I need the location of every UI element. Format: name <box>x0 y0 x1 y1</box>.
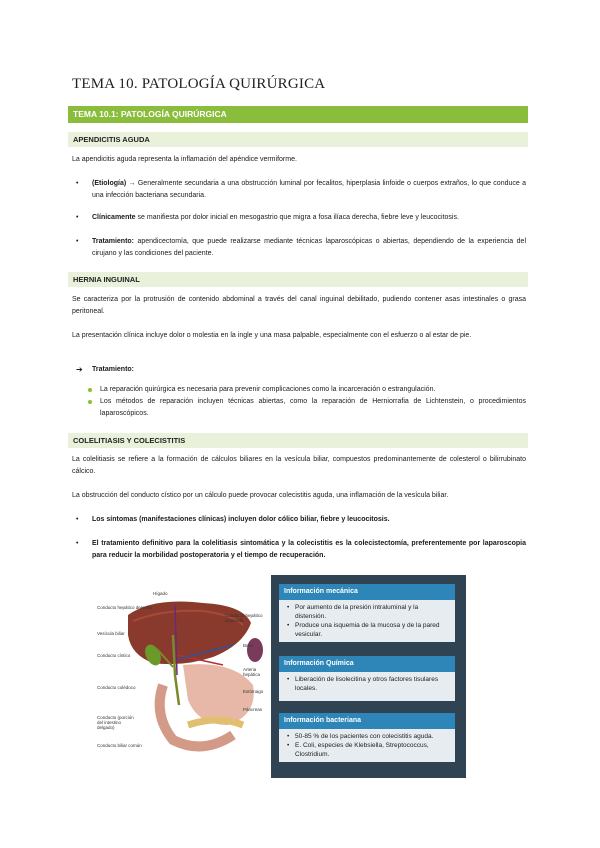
bullet-icon: • <box>76 540 79 547</box>
organ-label: Conducto (porción del intestino delgado) <box>97 715 134 730</box>
organ-label: Conducto cístico <box>97 653 131 658</box>
info-box-title: Información bacteriana <box>279 713 455 729</box>
hernia-treatment-label: Tratamiento: <box>92 366 135 373</box>
organ-label: Hígado <box>153 591 168 596</box>
organ-label: Estómago <box>243 689 264 694</box>
colelitiasis-paragraph: La obstrucción del conducto cístico por un cálculo puede provocar colecistitis aguda, una inflamación de la vesícula biliar. <box>72 492 449 499</box>
page-title: TEMA 10. PATOLOGÍA QUIRÚRGICA <box>72 76 326 92</box>
apendicitis-intro: La apendicitis aguda representa la inflamación del apéndice vermiforme. <box>72 156 297 163</box>
info-item: • Liberación de lisolecitina y otros factores tisulares locales. <box>287 675 449 693</box>
organ-label: Bazo <box>243 643 254 648</box>
info-box-title: Información mecánica <box>279 584 455 600</box>
bullet-icon: • <box>76 238 79 245</box>
info-panel <box>271 575 466 778</box>
organ-label: Conducto colédoco <box>97 685 136 690</box>
colelitiasis-paragraph: La colelitiasis se refiere a la formación de cálculos biliares en la vesícula biliar, compuestos predominantemente de colesterol o bilirrubinato cálcico. <box>72 456 526 475</box>
anatomy-illustration <box>93 575 271 778</box>
hernia-sub-item: La reparación quirúrgica es necesaria para prevenir complicaciones como la incarceración o estrangulación. <box>100 386 436 393</box>
organ-label: Arteria hepática <box>243 667 261 677</box>
info-box-quimica <box>279 656 455 701</box>
green-bullet-icon <box>88 388 92 392</box>
arrow-icon: ➔ <box>76 365 83 374</box>
organ-label: Conducto hepático izquierdo <box>225 613 263 623</box>
info-item: • 50-85 % de los pacientes con colecistitis aguda. <box>287 732 449 741</box>
info-box-bacteriana <box>279 713 455 762</box>
hernia-paragraph: Se caracteriza por la protrusión de contenido abdominal a través del canal inguinal debilitado, pudiendo contener asas intestinales o grasa peritoneal. <box>72 296 526 315</box>
info-box-title: Información Química <box>279 656 455 672</box>
apendicitis-item: (Etiología) → Generalmente secundaria a una obstrucción luminal por fecalitos, hiperplasia linfoide o cuerpos extraños, lo que conduce a una infección bacteriana secundaria. <box>92 180 526 199</box>
organ-label: Páncreas <box>243 707 263 712</box>
bullet-icon: • <box>76 516 79 523</box>
info-item: • Produce una isquemia de la mucosa y de la pared vesicular. <box>287 621 449 639</box>
organ-label: Conducto biliar común <box>97 743 142 748</box>
apendicitis-heading: APENDICITIS AGUDA <box>68 132 528 147</box>
colelitiasis-item: El tratamiento definitivo para la colelitiasis sintomática y la colecistitis es la colecistectomía, preferentemente por laparoscopia para reducir la morbilidad postoperatoria y el tiempo de recuperación. <box>92 540 526 559</box>
section-header: TEMA 10.1: PATOLOGÍA QUIRÚRGICA <box>68 106 528 123</box>
hernia-heading: HERNIA INGUINAL <box>68 272 528 287</box>
colelitiasis-item: Los síntomas (manifestaciones clínicas) incluyen dolor cólico biliar, fiebre y leucocitosis. <box>92 516 390 523</box>
apendicitis-item: Tratamiento: apendicectomía, que puede realizarse mediante técnicas laparoscópicas o abiertas, dependiendo de la experiencia del cirujano y las condiciones del paciente. <box>92 238 526 257</box>
hernia-paragraph: La presentación clínica incluye dolor o molestia en la ingle y una masa palpable, especialmente con el esfuerzo o al estar de pie. <box>72 332 472 339</box>
bullet-icon: • <box>76 180 79 187</box>
apendicitis-item: Clínicamente se manifiesta por dolor inicial en mesogastrio que migra a fosa ilíaca derecha, fiebre leve y leucocitosis. <box>92 214 459 221</box>
anatomy-figure <box>93 575 466 778</box>
colelitiasis-heading: COLELITIASIS Y COLECISTITIS <box>68 433 528 448</box>
organ-label: Vesícula biliar <box>97 631 125 636</box>
bullet-icon: • <box>76 214 79 221</box>
hernia-sub-item: Los métodos de reparación incluyen técnicas abiertas, como la reparación de Herniorrafia de Lichtenstein, o procedimientos laparoscópicos. <box>100 398 526 417</box>
green-bullet-icon <box>88 400 92 404</box>
info-item: • Por aumento de la presión intraluminal y la distensión. <box>287 603 449 621</box>
organ-label: Conducto hepático derecho <box>97 605 153 610</box>
info-box-mecanica <box>279 584 455 642</box>
info-item: • E. Coli, especies de Klebsiella, Streptococcus, Clostridium. <box>287 741 449 759</box>
